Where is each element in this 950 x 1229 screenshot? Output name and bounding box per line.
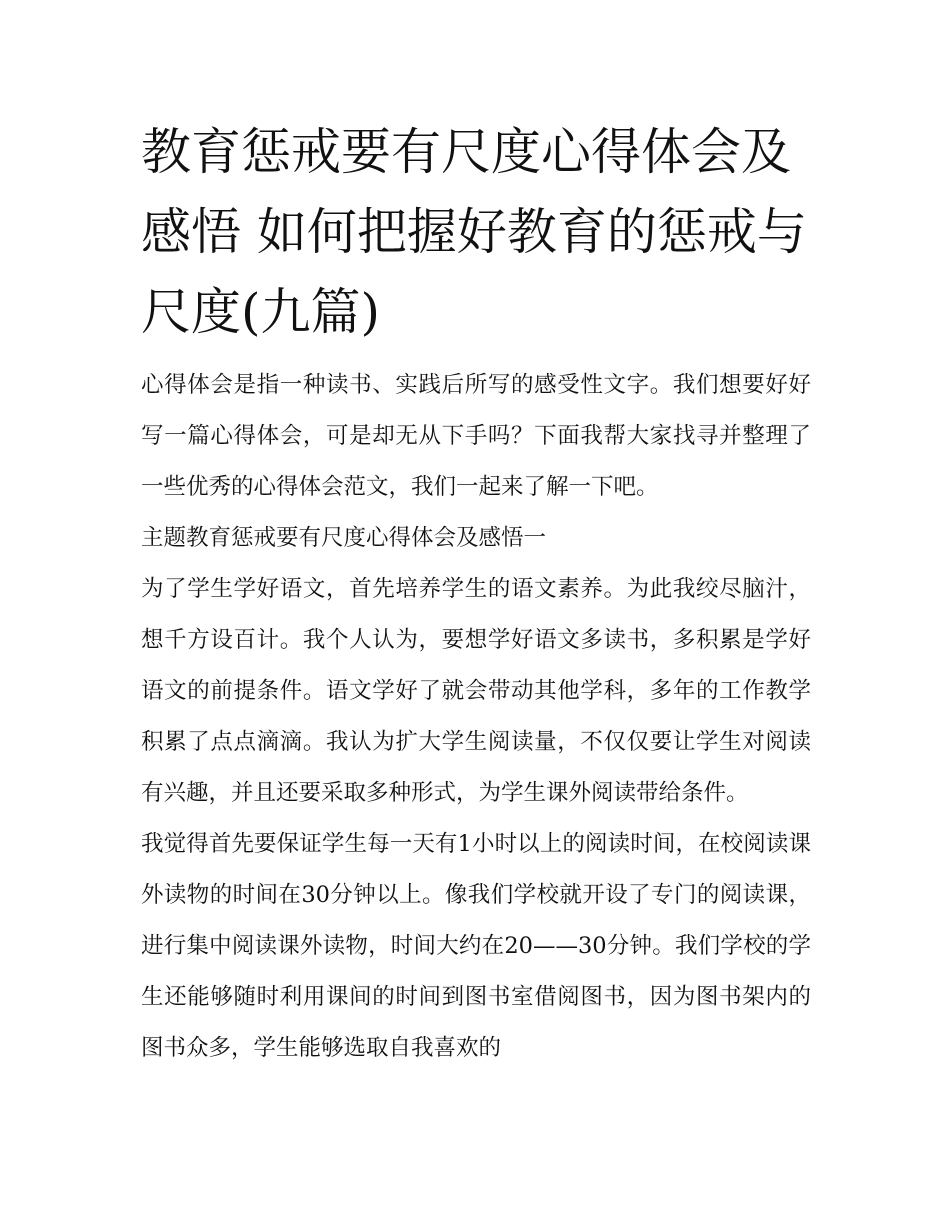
body-paragraph: 我觉得首先要保证学生每一天有1小时以上的阅读时间，在校阅读课外读物的时间在30分钟以上。像我们学校就开设了专门的阅读课，进行集中阅读课外读物，时间大约在20——30分钟。我们学校的学生还能够随时利用课间的时间到图书室借阅图书，因为图书架内的图书众多，学生能够选取自我喜欢的 — [141, 831, 811, 1061]
body-paragraph: 为了学生学好语文，首先培养学生的语文素养。为此我绞尽脑汁，想千方设百计。我个人认为，要想学好语文多读书，多积累是学好语文的前提条件。语文学好了就会带动其他学科，多年的工作教学积累了点点滴滴。我认为扩大学生阅读量，不仅仅要让学生对阅读有兴趣，并且还要采取多种形式，为学生课外阅读带给条件。 — [141, 576, 811, 806]
document-body — [141, 112, 816, 1074]
document-title: 教育惩戒要有尺度心得体会及感悟 如何把握好教育的惩戒与尺度(九篇) — [141, 123, 807, 341]
section-heading: 主题教育惩戒要有尺度心得体会及感悟一 — [141, 525, 547, 551]
intro-paragraph: 心得体会是指一种读书、实践后所写的感受性文字。我们想要好好写一篇心得体会，可是却无从下手吗？下面我帮大家找寻并整理了一些优秀的心得体会范文，我们一起来了解一下吧。 — [141, 372, 811, 500]
